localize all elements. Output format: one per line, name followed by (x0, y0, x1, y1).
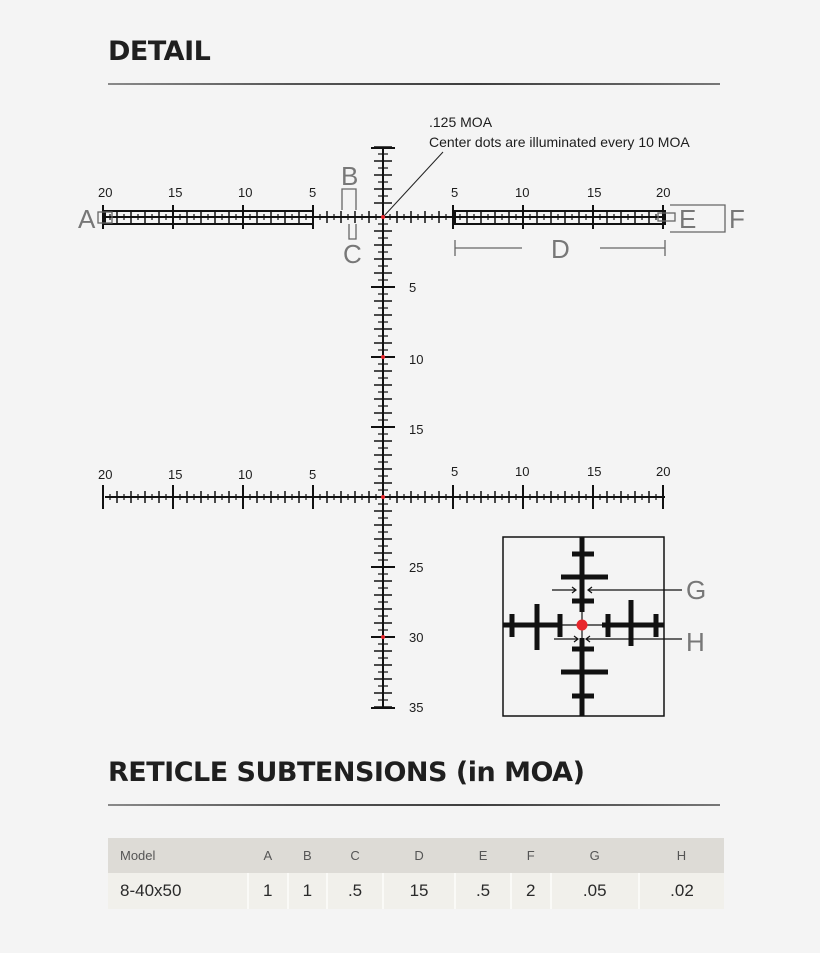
dimension-h-label: H (686, 627, 705, 657)
header-c: C (327, 838, 383, 873)
table-row (108, 873, 724, 909)
svg-text:25: 25 (409, 560, 424, 575)
table-header-row (108, 838, 724, 873)
dimension-d-label: D (551, 234, 570, 264)
dimension-g-label: G (686, 575, 707, 605)
cell-g: .05 (551, 873, 639, 909)
dimension-b-label: B (341, 161, 359, 191)
dimension-c-label: C (343, 239, 362, 269)
svg-text:10: 10 (515, 185, 530, 200)
dimension-b-bracket (342, 189, 356, 210)
cell-a: 1 (248, 873, 288, 909)
svg-text:15: 15 (168, 467, 183, 482)
svg-text:5: 5 (309, 467, 317, 482)
svg-text:15: 15 (587, 464, 602, 479)
svg-text:10: 10 (238, 185, 253, 200)
svg-text:15: 15 (409, 422, 424, 437)
lower-left-scale-labels (98, 467, 316, 482)
svg-text:15: 15 (168, 185, 183, 200)
cell-e: .5 (455, 873, 511, 909)
header-h: H (639, 838, 724, 873)
header-e: E (455, 838, 511, 873)
svg-text:10: 10 (515, 464, 530, 479)
svg-text:5: 5 (451, 185, 459, 200)
svg-text:5: 5 (409, 280, 417, 295)
dimension-c-bracket (349, 224, 356, 239)
svg-text:5: 5 (309, 185, 317, 200)
cell-model: 8-40x50 (108, 873, 248, 909)
svg-text:35: 35 (409, 700, 424, 715)
cell-d: 15 (383, 873, 455, 909)
dimension-a-label: A (78, 204, 96, 234)
subtensions-title: RETICLE SUBTENSIONS (in MOA) (108, 757, 585, 788)
annotation-illumination: Center dots are illuminated every 10 MOA (429, 134, 690, 150)
header-f: F (511, 838, 551, 873)
header-b: B (288, 838, 328, 873)
detail-title: DETAIL (108, 36, 211, 67)
svg-text:10: 10 (238, 467, 253, 482)
top-left-scale-labels (98, 185, 316, 200)
svg-text:20: 20 (656, 464, 671, 479)
cell-b: 1 (288, 873, 328, 909)
header-a: A (248, 838, 288, 873)
svg-text:30: 30 (409, 630, 424, 645)
header-g: G (551, 838, 639, 873)
dimension-f-label: F (729, 204, 745, 234)
svg-text:10: 10 (409, 352, 424, 367)
subtensions-table (108, 838, 724, 909)
center-detail-inset (503, 537, 706, 716)
svg-text:20: 20 (98, 467, 113, 482)
top-right-scale-labels (451, 185, 670, 200)
subtensions-divider (108, 804, 720, 806)
svg-text:20: 20 (656, 185, 671, 200)
annotation-moa: .125 MOA (429, 114, 493, 130)
svg-text:15: 15 (587, 185, 602, 200)
svg-text:20: 20 (98, 185, 113, 200)
annotation-leader-line (384, 152, 443, 216)
lower-right-scale-labels (451, 464, 670, 479)
dimension-e-label: E (679, 204, 697, 234)
header-d: D (383, 838, 455, 873)
cell-c: .5 (327, 873, 383, 909)
svg-text:5: 5 (451, 464, 459, 479)
cell-f: 2 (511, 873, 551, 909)
cell-h: .02 (639, 873, 724, 909)
header-model: Model (108, 838, 248, 873)
